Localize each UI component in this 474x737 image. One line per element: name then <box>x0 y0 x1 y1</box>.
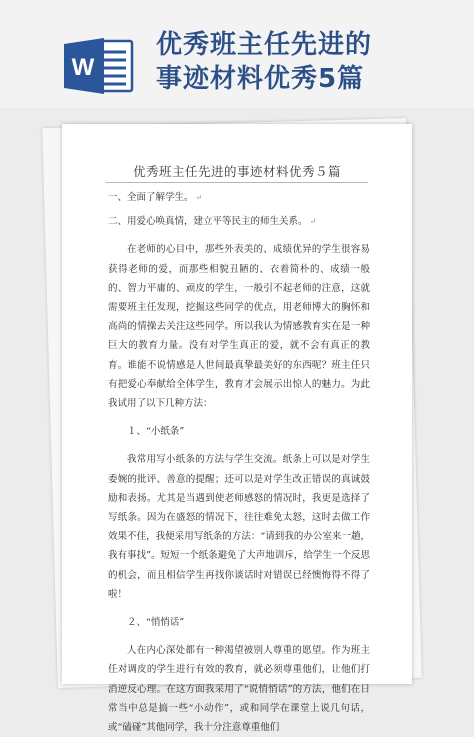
heading-2: 二、用爱心唤真情，建立平等民主的师生关系。 ↵ <box>108 216 317 228</box>
document-body <box>108 188 370 737</box>
word-icon-letter: W <box>71 54 95 81</box>
document-page <box>62 124 412 734</box>
paragraph-mark-icon: ↵ <box>195 193 203 202</box>
banner <box>0 0 474 108</box>
subheading-1: １、“小纸条” <box>127 426 185 438</box>
banner-title-line-2: 事迹材料优秀5篇 <box>156 64 365 94</box>
paragraph-mark-icon: ↵ <box>309 217 317 227</box>
paragraph-1: 在老师的心目中，那些外表美的、成绩优异的学生很容易获得老师的爱，而那些相貌丑陋的、衣着简朴的、成绩一般的、智力平庸的、顽皮的学生，一般引不起老师的注意，这就需要班主任发现，挖掘这些同学的优点，用老师博大的胸怀和高尚的情操去关注这些同学。所以我认为情感教育实在是一种巨大的教育力量。没有对学生真正的爱，就不会有真正的教育。谁能不说情感是人世间最真挚最美好的东西呢？班主任只有把爱心奉献给全体学生，教育才会展示出惊人的魅力。为此我试用了以下几种方法： <box>108 244 370 410</box>
heading-1: 一、全面了解学生。 ↵ <box>108 192 203 203</box>
subheading-2: ２、“悄悄话” <box>127 617 185 629</box>
paragraph-2: 我常用写小纸条的方法与学生交流。纸条上可以是对学生委婉的批评、善意的提醒；还可以是对学生改正错误的真诚鼓励和表扬。尤其是当遇到使老师感怒的情况时，我更是选择了写纸条。因为在盛怒的情况下，往往难免太怒，这时去做工作效果不佳，我便采用写纸条的方法：“请到我的办公室来一趟，我有事找”。短短一个纸条避免了大声地训斥，给学生一个反思的机会，而且相信学生再找你谈话时对错误已经懊悔得不得了啦！ <box>108 454 370 600</box>
banner-title-line-1: 优秀班主任先进的 <box>156 30 373 60</box>
word-document-icon <box>62 38 134 94</box>
title-divider <box>106 182 368 183</box>
banner-title <box>156 28 468 96</box>
paragraph-3: 人在内心深处都有一种渴望被别人尊重的愿望。作为班主任对调皮的学生进行有效的教育，就必须尊重他们，让他们打消逆反心理。在这方面我采用了“说悄悄话”的方法，他们在日常当中总是搞一些“小动作”，或和同学在课堂上说几句话，或“磕碰”其他同学，我十分注意尊重他们 <box>108 645 370 734</box>
document-title: 优秀班主任先进的事迹材料优秀５篇 <box>132 164 341 179</box>
